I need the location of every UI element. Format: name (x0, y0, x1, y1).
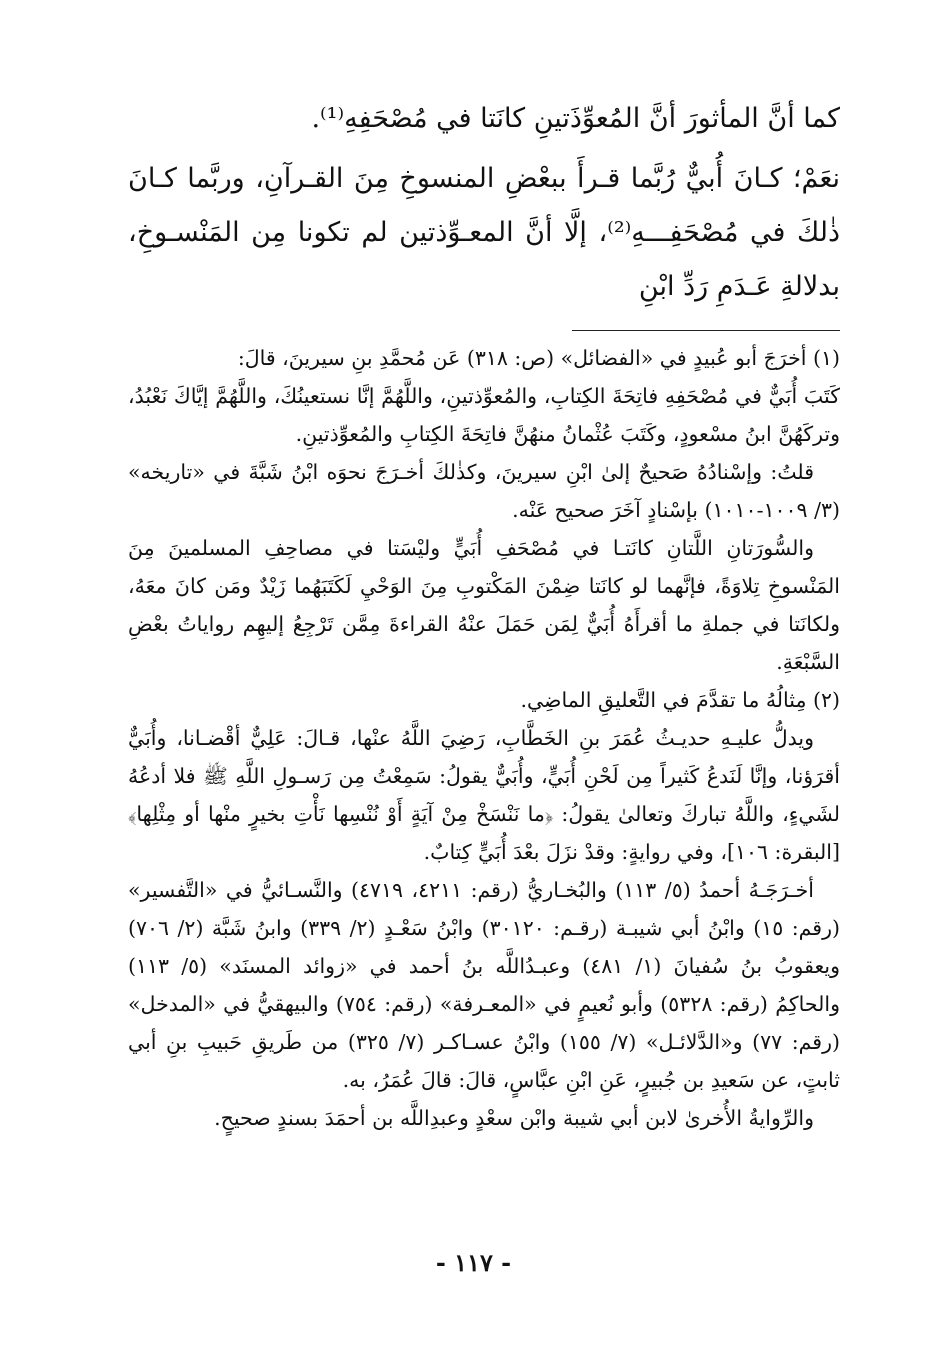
footnote-1-comment: قلتُ: وإسْنادُهُ صَحيحٌ إلىٰ ابْنِ سيرينَ، وكذٰلكَ أخـرَجَ نحوَه ابْنُ شَبَّةَ في «تاريخه» (٣/ ١٠٠٩-١٠١٠) بإسْنادٍ آخَرَ صحيح عَنْه. (128, 460, 840, 522)
main-paragraph-2: نعَمْ؛ كـانَ أُبيٌّ رُبَّما قـرأَ ببعْضِ المنسوخِ مِنَ القـرآنِ، وربَّما كـانَ ذٰلكَ في مُصْحَفِـــهِ⁽²⁾، إلَّا أنَّ المعـوِّذتين لم تكونا مِن المَنْسـوخِ، بدلالةِ عَـدَمِ رَدِّ ابْنِ (128, 163, 841, 302)
footnote-2-other-narration: والرِّوايةُ الأُخرىٰ لابن أبي شيبة وابْن سعْدٍ وعبدِاللَّه بن أحمَدَ بسندٍ صحيحٍ. (214, 1106, 814, 1130)
footnote-separator (572, 330, 840, 331)
page-content (128, 88, 840, 1288)
footnote-1-quote: كَتَبَ أُبَيٌّ في مُصْحَفِهِ فاتِحَةَ الكِتابِ، والمُعوِّذتينِ، واللَّهُمَّ إنَّا نستعينُكَ، واللَّهُمَّ إيَّاكَ نَعْبُدُ، وتركَهُنَّ ابنُ مسْعودٍ، وكَتَبَ عُثْمانُ منهُنَّ فاتِحَةَ الكِتابِ والمُعوِّذتينِ. (128, 384, 840, 446)
main-text (128, 88, 840, 314)
footnote-2-takhrij: أخـرَجَـهُ أحمدُ (٥/ ١١٣) والبُخـاريُّ (رقم: ٤٢١١، ٤٧١٩) والنَّسـائيُّ في «التَّفسير» (رقم: ١٥) وابْنُ أبي شيبـة (رقـم: ٣٠١٢٠) وابْنُ سَعْـدٍ (٢/ ٣٣٩) وابنُ شَبَّة (٢/ ٧٠٦) ويعقوبُ بنُ سُفيانَ (١/ ٤٨١) وعبـدُاللَّه بنُ أحمد في «زوائد المسنَد» (٥/ ١١٣) والحاكِمُ (رقم: ٥٣٢٨) وأبو نُعيمٍ في «المعـرفة» (رقم: ٧٥٤) والبيهقيُّ في «المدخل» (رقم: ٧٧) و«الدَّلائـل» (٧/ ١٥٥) وابْنُ عسـاكـر (٧/ ٣٢٥) من طَريقِ حَبيبِ بنِ أبي ثابتٍ، عن سَعيدِ بن جُبيرٍ، عَنِ ابْنِ عبَّاسٍ، قالَ: قالَ عُمَرُ، به. (128, 878, 840, 1092)
page-number: - ١١٧ - (435, 1248, 512, 1277)
main-paragraph-1: كما أنَّ المأثورَ أنَّ المُعوِّذَتينِ كانَتا في مُصْحَفِهِ⁽¹⁾. (311, 103, 840, 134)
footnote-1-intro: (١) أخرَجَ أبو عُبيدٍ في «الفضائل» (ص: ٣١٨) عَن مُحمَّدِ بنِ سيرينَ، قالَ: (237, 346, 840, 370)
footnote-1-discussion: والسُّورَتانِ اللَّتانِ كانَتـا في مُصْحَفِ أُبَيٍّ وليْسَتا في مصاحِفِ المسلمينَ مِنَ المَنْسوخِ تِلاوَةً، فإنَّهما لو كانَتا ضِمْنَ المَكْتوبِ مِنَ الوَحْيِ لَكَتَبَهُما زَيْدٌ ومَن كانَ معَهُ، ولكانَتا في جملةِ ما أقرأَهُ أُبَيٌّ لِمَن حَمَلَ عنْهُ القراءةَ مِمَّن تَرْجِعُ إليهِم رواياتُ بعْضِ السَّبْعَةِ. (128, 536, 840, 674)
footnote-2-intro: (٢) مِثالُهُ ما تقدَّمَ في التَّعليقِ الماضِي. (520, 688, 840, 712)
footnote-2-hadith: ويدلُّ عليـهِ حديـثُ عُمَرَ بنِ الخَطَّابِ، رَضِيَ اللَّهُ عنْها، قـالَ: عَلِيٌّ أقْضـانا، وأُبَيٌّ أقرَؤنا، وإنَّا لَنَدعُ كَثيراً مِن لَحْنِ أُبَيٍّ، وأُبَيٌّ يقولُ: سَمِعْتُ مِن رَسـولِ اللَّهِ ﷺ فلا أدعُهُ لشَيءٍ، واللَّهُ تباركَ وتعالىٰ يقولُ: ﴿ما نَنْسَخْ مِنْ آيَةٍ أَوْ نُنْسِها نَأْتِ بخيرٍ منْها أو مِثْلِها﴾ [البقرة: ١٠٦]، وفي روايةٍ: وقدْ نزَلَ بعْدَ أُبَيٍّ كِتابٌ. (128, 726, 840, 864)
footnotes (128, 339, 840, 1137)
